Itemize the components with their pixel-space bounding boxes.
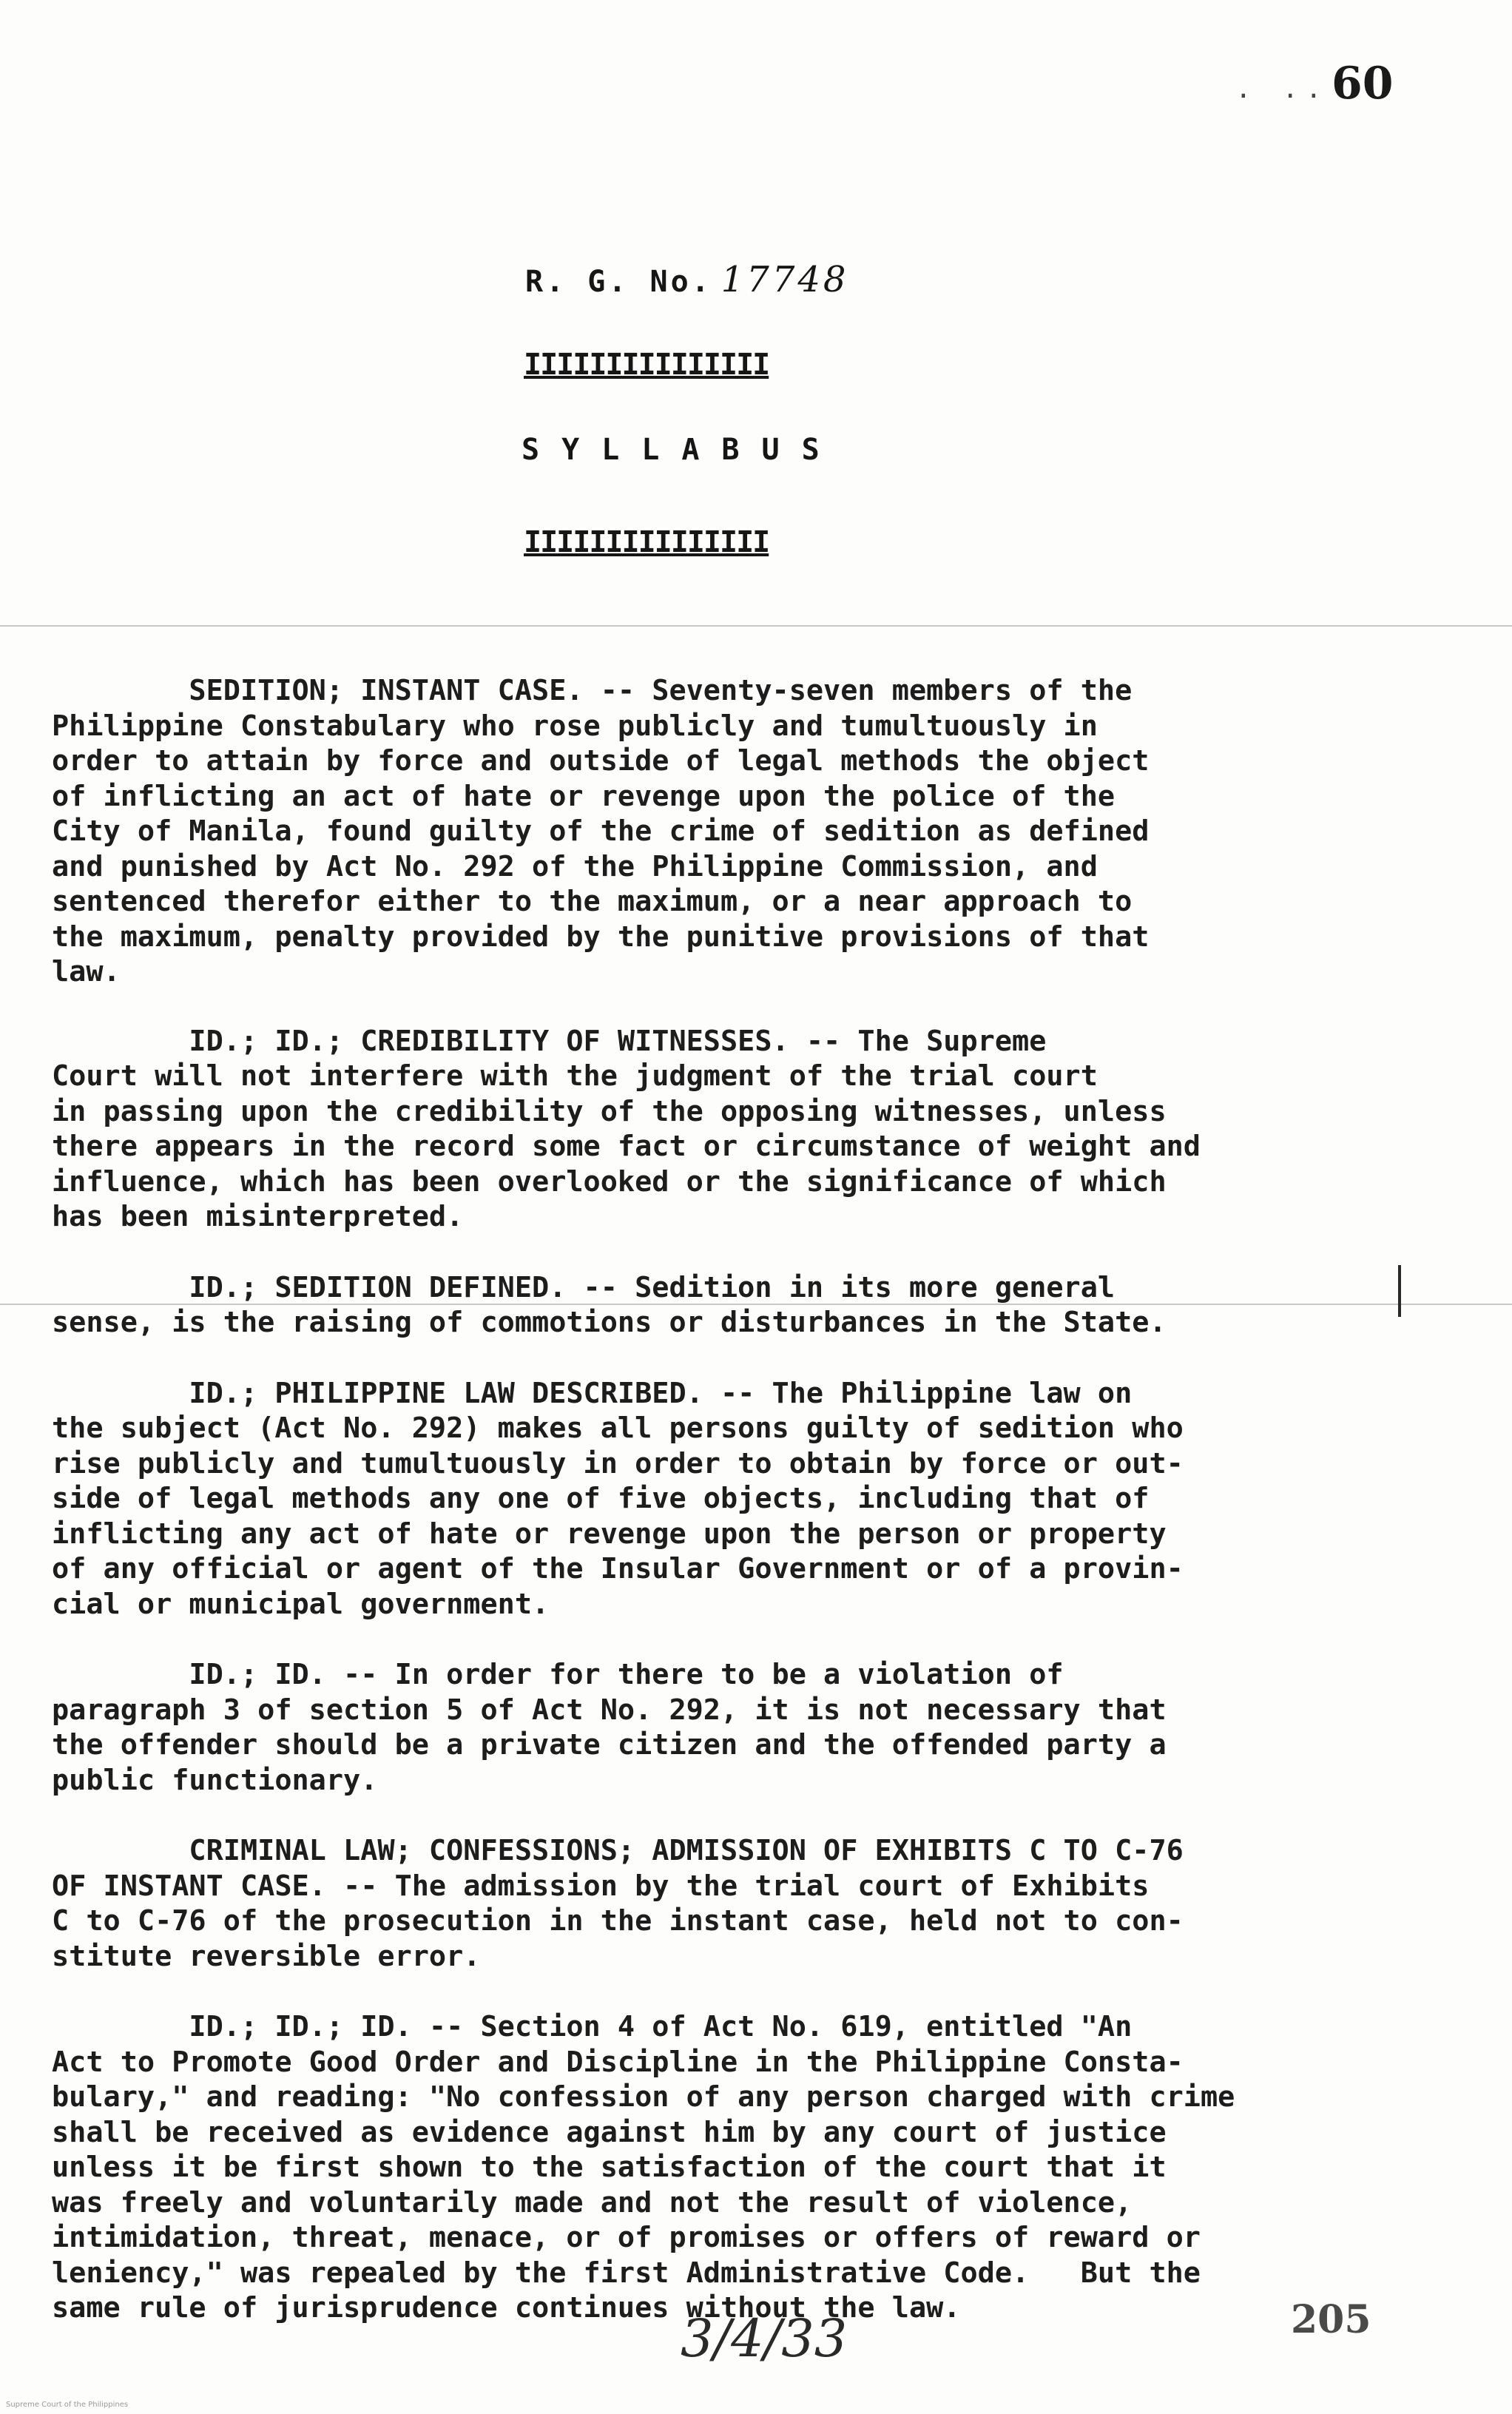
divider-top: IIIIIIIIIIIIIII (524, 348, 769, 382)
text-line: sense, is the raising of commotions or disturbances in the State. (52, 1306, 1167, 1339)
text-line: shall be received as evidence against him by any court of justice (52, 2115, 1167, 2149)
text-line: inflicting any act of hate or revenge upon the person or property (52, 1517, 1167, 1551)
syllabus-body (52, 673, 1479, 2361)
text-line: there appears in the record some fact or circumstance of weight and (52, 1130, 1201, 1163)
text-line: the offender should be a private citizen and the offended party a (52, 1728, 1167, 1761)
handwritten-date: 3/4/33 (681, 2308, 848, 2369)
paper-fold-line (0, 625, 1512, 627)
text-line: ID.; ID.; ID. -- Section 4 of Act No. 619, entitled "An (52, 2010, 1133, 2043)
page-number: 60 (1332, 58, 1394, 109)
text-line: ID.; ID. -- In order for there to be a violation of (52, 1658, 1064, 1691)
text-line: side of legal methods any one of five objects, including that of (52, 1482, 1150, 1515)
text-line: law. (52, 955, 121, 988)
text-line: and punished by Act No. 292 of the Philippine Commission, and (52, 849, 1098, 883)
rg-label: R. G. No. (525, 265, 712, 299)
syllabus-title: SYLLABUS (522, 433, 842, 467)
text-line: C to C-76 of the prosecution in the instant case, held not to con- (52, 1904, 1184, 1938)
text-line: public functionary. (52, 1763, 378, 1797)
text-line: order to attain by force and outside of legal methods the object (52, 744, 1150, 778)
syllabus-paragraph (52, 1024, 1479, 1235)
rg-number-handwritten: 17748 (720, 259, 849, 300)
stamp-number: 205 (1291, 2297, 1371, 2342)
text-line: in passing upon the credibility of the opposing witnesses, unless (52, 1094, 1167, 1128)
syllabus-paragraph (52, 1376, 1479, 1622)
syllabus-paragraph (52, 1833, 1479, 1974)
text-line: paragraph 3 of section 5 of Act No. 292, it is not necessary that (52, 1693, 1167, 1727)
text-line: intimidation, threat, menace, or of promises or offers of reward or (52, 2221, 1201, 2254)
rg-number-line (525, 259, 848, 300)
divider-bottom: IIIIIIIIIIIIIII (524, 525, 769, 559)
syllabus-paragraph (52, 1657, 1479, 1798)
text-line: leniency," was repealed by the first Administrative Code. But the (52, 2256, 1201, 2290)
text-line: Court will not interfere with the judgment of the trial court (52, 1059, 1098, 1093)
text-line: Act to Promote Good Order and Discipline in the Philippine Consta- (52, 2045, 1184, 2079)
margin-mark (1398, 1265, 1401, 1317)
text-line: ID.; SEDITION DEFINED. -- Sedition in its more general (52, 1270, 1116, 1304)
text-line: the subject (Act No. 292) makes all persons guilty of sedition who (52, 1412, 1184, 1445)
text-line: ID.; PHILIPPINE LAW DESCRIBED. -- The Philippine law on (52, 1376, 1133, 1410)
text-line: City of Manila, found guilty of the crime of sedition as defined (52, 815, 1150, 848)
text-line: same rule of jurisprudence continues without the law. (52, 2291, 961, 2324)
syllabus-paragraph (52, 1270, 1479, 1341)
text-line: cial or municipal government. (52, 1587, 550, 1621)
text-line: influence, which has been overlooked or the significance of which (52, 1164, 1167, 1198)
text-line: was freely and voluntarily made and not the result of violence, (52, 2185, 1133, 2219)
text-line: OF INSTANT CASE. -- The admission by the trial court of Exhibits (52, 1869, 1150, 1903)
text-line: the maximum, penalty provided by the punitive provisions of that (52, 920, 1150, 954)
text-line: of inflicting an act of hate or revenge upon the police of the (52, 779, 1116, 813)
text-line: sentenced therefor either to the maximum, or a near approach to (52, 885, 1133, 918)
text-line: bulary," and reading: "No confession of any person charged with crime (52, 2080, 1235, 2114)
text-line: ID.; ID.; CREDIBILITY OF WITNESSES. -- The Supreme (52, 1024, 1047, 1058)
archive-footer-tag: Supreme Court of the Philippines (6, 2401, 129, 2409)
text-line: has been misinterpreted. (52, 1200, 464, 1233)
text-line: SEDITION; INSTANT CASE. -- Seventy-seven members of the (52, 674, 1133, 707)
syllabus-paragraph (52, 673, 1479, 990)
text-line: Philippine Constabulary who rose publicly and tumultuously in (52, 709, 1098, 743)
text-line: rise publicly and tumultuously in order to obtain by force or out- (52, 1446, 1184, 1480)
text-line: CRIMINAL LAW; CONFESSIONS; ADMISSION OF EXHIBITS C TO C-76 (52, 1834, 1184, 1867)
text-line: unless it be first shown to the satisfaction of the court that it (52, 2151, 1167, 2184)
text-line: stitute reversible error. (52, 1939, 481, 1973)
syllabus-paragraph (52, 2009, 1479, 2326)
page-dots: . .. (1235, 74, 1329, 104)
text-line: of any official or agent of the Insular Government or of a provin- (52, 1552, 1184, 1585)
